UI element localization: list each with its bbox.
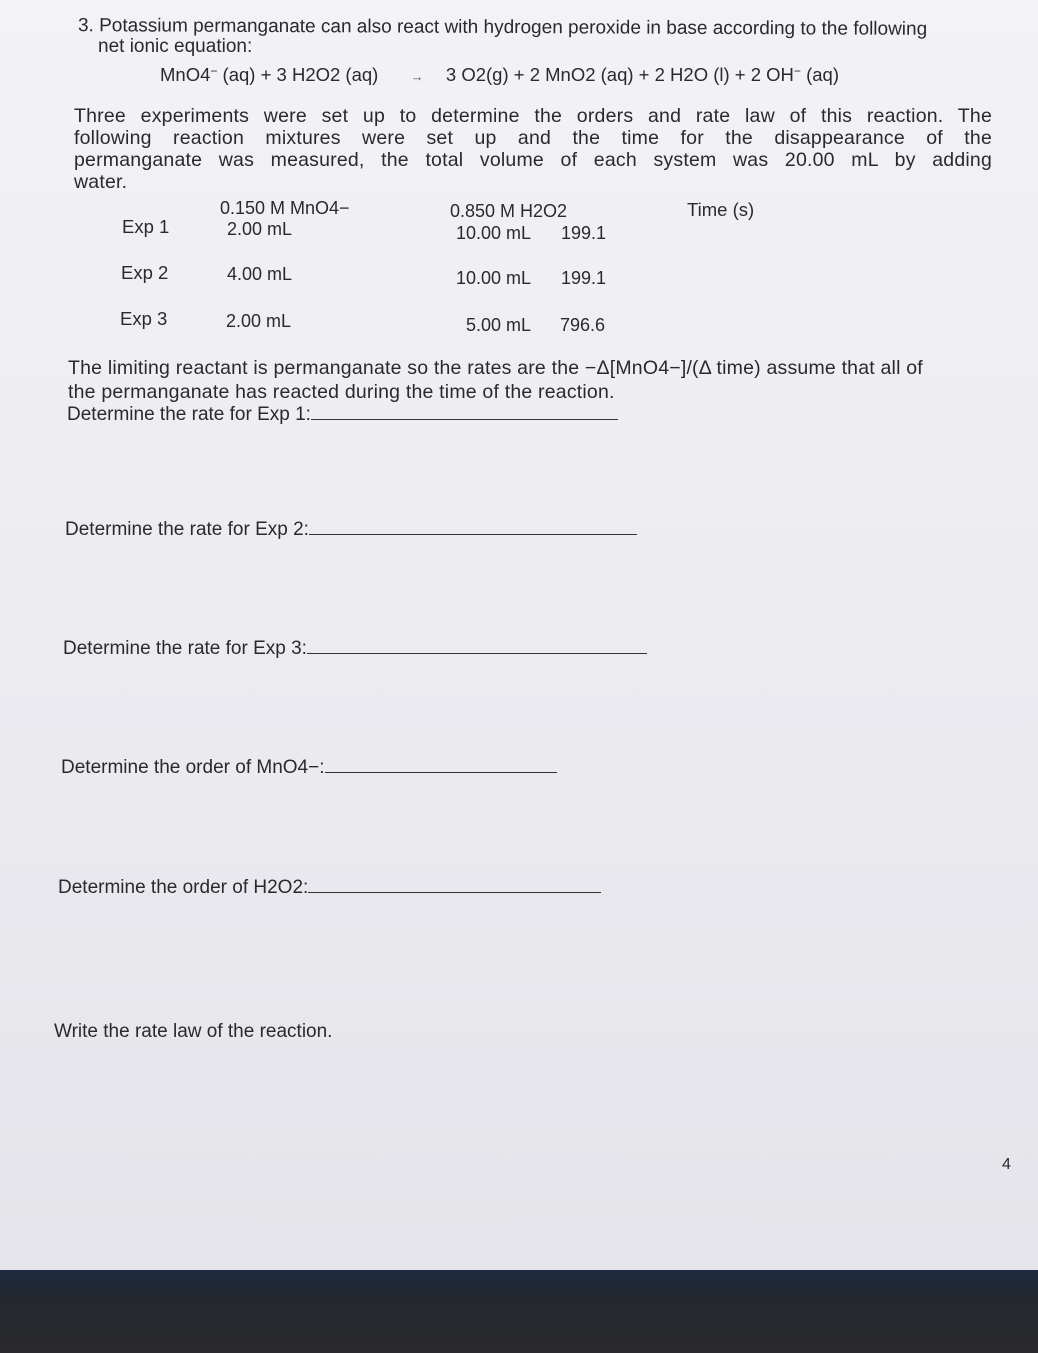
h2o2-volume: 10.00 mL <box>456 223 532 243</box>
rate-exp2-prompt: Determine the rate for Exp 2: <box>65 518 637 541</box>
order-h2o2-prompt: Determine the order of H2O2: <box>58 876 601 899</box>
rate-exp1-prompt: Determine the rate for Exp 1: <box>67 403 618 426</box>
row-label: Exp 2 <box>121 262 169 283</box>
eq-arrow: → <box>410 69 424 84</box>
time-value: 199.1 <box>561 268 607 288</box>
eq-reactant-permanganate: MnO4 <box>160 64 211 85</box>
time-value: 796.6 <box>560 315 606 335</box>
page-number: 4 <box>1002 1156 1011 1173</box>
h2o2-volume: 5.00 mL <box>466 315 532 335</box>
rate-exp2-answer-line[interactable] <box>309 518 637 535</box>
rate-exp3-answer-line[interactable] <box>307 637 647 654</box>
order-mno4-answer-line[interactable] <box>325 756 557 773</box>
limiting-line1: The limiting reactant is permanganate so the rates are the −Δ[MnO4−]/(Δ time) assume that all of <box>68 357 923 379</box>
rate-exp1-answer-line[interactable] <box>311 403 618 420</box>
question-line2: net ionic equation: <box>98 36 253 57</box>
order-mno4-prompt: Determine the order of MnO4−: <box>61 756 557 779</box>
intro-paragraph: Three experiments were set up to determine the orders and rate law of this reaction. The following reaction mixtures were set up and the time for the disappearance of the permanganate was measured, the total volume of each system was 20.00 mL by adding water. <box>74 105 992 193</box>
desk-background <box>0 1270 1038 1353</box>
rate-exp3-prompt: Determine the rate for Exp 3: <box>63 637 647 660</box>
row-label: Exp 1 <box>122 216 170 237</box>
mno4-volume: 2.00 mL <box>226 311 292 331</box>
col-header-mno4: 0.150 M MnO4− <box>220 198 350 218</box>
col-header-time: Time (s) <box>687 199 755 220</box>
h2o2-volume: 10.00 mL <box>456 268 532 288</box>
mno4-volume: 4.00 mL <box>227 264 293 284</box>
order-h2o2-answer-line[interactable] <box>308 876 601 893</box>
col-header-h2o2: 0.850 M H2O2 <box>450 201 568 221</box>
question-line1: 3. Potassium permanganate can also react with hydrogen peroxide in base according to the following <box>77 15 928 40</box>
eq-reactants-rest: (aq) + 3 H2O2 (aq) <box>217 64 379 85</box>
time-value: 199.1 <box>561 223 607 243</box>
eq-oh-state: (aq) <box>800 64 839 85</box>
mno4-volume: 2.00 mL <box>227 219 293 239</box>
eq-products: 3 O2(g) + 2 MnO2 (aq) + 2 H2O (l) + 2 OH <box>445 64 794 85</box>
limiting-line2: the permanganate has reacted during the time of the reaction. <box>68 381 615 403</box>
net-ionic-equation: MnO4− (aq) + 3 H2O2 (aq) → 3 O2(g) + 2 MnO2 (aq) + 2 H2O (l) + 2 OH− (aq) <box>160 64 839 85</box>
rate-law-prompt: Write the rate law of the reaction. <box>54 1021 333 1042</box>
row-label: Exp 3 <box>120 308 168 329</box>
